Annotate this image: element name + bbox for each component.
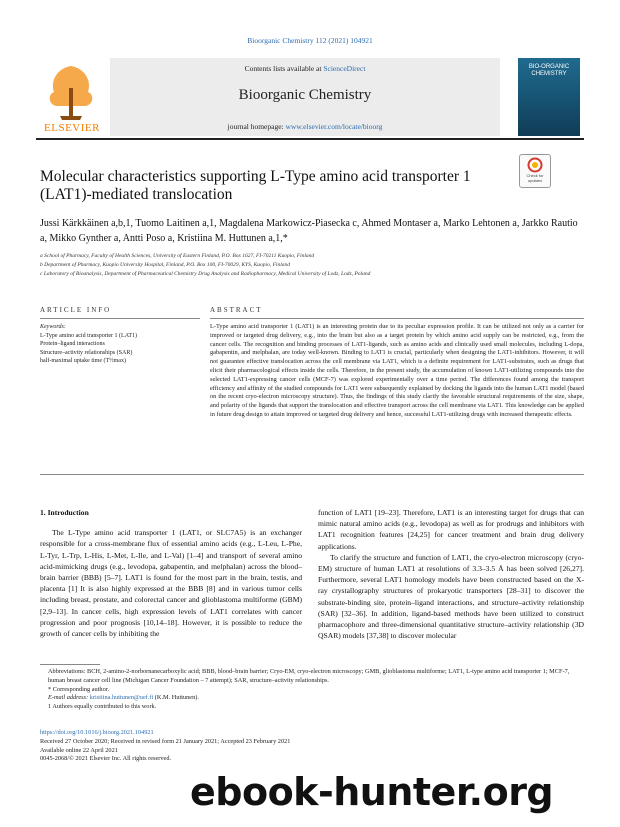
copyright-line: 0045-2068/© 2021 Elsevier Inc. All rights reserved. <box>40 755 172 763</box>
footnote-rule <box>40 664 100 665</box>
email-label: E-mail address: <box>48 694 90 702</box>
homepage-prefix: journal homepage: <box>227 122 286 131</box>
author-list: Jussi Kärkkäinen a,b,1, Tuomo Laitinen a,1, Magdalena Markowicz-Piasecka c, Ahmed Montaser a, Marko Lehtonen a, Jarkko Rautio a, Mikko Gynther a, Antti Poso a, Kristiina M. Huttunen a,1,* <box>40 218 578 244</box>
journal-reference[interactable]: Bioorganic Chemistry 112 (2021) 104921 <box>247 36 373 45</box>
homepage-link[interactable]: www.elsevier.com/locate/bioorg <box>285 122 383 131</box>
affiliations <box>40 252 580 279</box>
email-suffix: (K.M. Huttunen). <box>153 694 199 702</box>
body-paragraph: The L-Type amino acid transporter 1 (LAT1, or SLC7A5) is an exchanger responsible for a cross-membrane flux of essential amino acids (e.g., L-Leu, L-Phe, L-Tyr, L-Trp, L-His, L-Met, L-Ile, and L-Val) [1–4] and transport of several amino acid-mimicking drugs (e.g., levodopa, gabapentin, and melphalan) across the blood–brain barrier (BBB) [5–7]. LAT1 is found for the most part in the brain, testis, and placenta [1] It is also highly expressed at the BBB [8] and in various tumor cells including breast, prostate, and colorectal cancer and glioblastoma multiforme (GBM) [2,9–13]. In cancer cells, high expression levels of LAT1 correlates with cancer progression and poor prognosis [10,14–18]. However, it is possible to reduce the growth of cancer cells by inhibiting the <box>40 528 302 639</box>
body-left-column <box>40 507 302 639</box>
abbreviations-footnote: Abbreviations: BCH, 2-amino-2-norbornanecarboxylic acid; BBB, blood–brain barrier; Cryo-EM, cryo-electron microscopy; GMB, glioblastoma multiforme; LAT1, L-type amino acid transporter 1; MCF-7, human breast cancer cell line (Michigan Cancer Foundation – 7 attempt); SAR, structure–activity relationships. <box>48 668 570 684</box>
introduction-heading: 1. Introduction <box>40 508 89 517</box>
article-info-heading: ARTICLE INFO <box>40 306 112 314</box>
elsevier-wordmark: ELSEVIER <box>44 122 100 134</box>
doi-link[interactable]: https://doi.org/10.1016/j.bioorg.2021.104921 <box>40 729 154 736</box>
watermark-text: ebook-hunter.org <box>190 770 554 814</box>
email-line <box>40 694 584 703</box>
abstract-bottom-rule <box>40 474 584 475</box>
body-paragraph: To clarify the structure and function of LAT1, the cryo-electron microscopy (cryo-EM) structure of human LAT1 at resolutions of 3.3–3.5 Å has been solved [26,27]. Furthermore, several LAT1 homology models have been constructed based on the X-ray crystallography structures of prokaryotic transporters [28–31] to discover the substrate-binding site, protein–ligand interactions, and structure–activity relationship (SAR) [32–36]. In addition, ligand-based methods have been utilized to construct pharmacophore and three-dimensional quantitative structure–activity relationship (3D QSAR) models [37,38] to discover molecular <box>318 552 584 641</box>
article-info-rule <box>40 318 200 319</box>
footnotes <box>40 668 584 712</box>
abstract-heading: ABSTRACT <box>210 306 263 314</box>
keyword-item: Structure–activity relationships (SAR) <box>40 349 133 356</box>
affiliation-a: a School of Pharmacy, Faculty of Health Sciences, University of Eastern Finland, P.O. Box 1627, FI-70211 Kuopio, Finland <box>40 253 315 259</box>
header-rule <box>36 138 584 140</box>
contents-line <box>110 64 500 73</box>
corresponding-author-note: * Corresponding author. <box>48 685 110 693</box>
keywords-label: Keywords: <box>40 324 66 330</box>
contents-prefix: Contents lists available at <box>244 64 324 73</box>
journal-name: Bioorganic Chemistry <box>238 87 372 103</box>
body-paragraph: function of LAT1 [19–23]. Therefore, LAT1 is an interesting target for drugs that can mimic natural amino acids (e.g., levodopa) as well as for prodrugs and inhibitors with LAT1 recognition features [24,25] for cancer treatment and brain drug delivery applications. <box>318 508 584 551</box>
keyword-item: Protein–ligand interactions <box>40 341 105 347</box>
received-dates: Received 27 October 2020; Received in revised form 21 January 2021; Accepted 23 February 2021 <box>40 737 291 745</box>
keyword-item: L-Type amino acid transporter 1 (LAT1) <box>40 332 138 339</box>
body-right-column <box>318 507 584 641</box>
equal-contribution-note: 1 Authors equally contributed to this work. <box>48 703 157 711</box>
abstract-text: L-Type amino acid transporter 1 (LAT1) is an interesting protein due to its peculiar expression profile. It can be utilized not only as a carrier for improved or targeted drug delivery, e.g., into the brain but also as a target protein by which amino acid supply can be restricted, e.g., from the cancer cells. The recognition and binding processes of LAT1-ligands, such as amino acids and clinically used small molecules, including L-dopa, gabapentin, and melphalan, are today well-known. Binding to LAT1 is crucial, particularly when designing the LAT1-inhibitors. However, it will not guarantee effective translocation across the cell membrane via LAT1, which is a definite requirement for LAT1-substrates, such as drugs that elicit their pharmacological effects inside the cells. Therefore, in the present study, the accumulation of known LAT1-utilizing compounds into the selected LAT1-expressing cancer cells (MCF-7) was explored experimentally over a time period. The differences found among the transport efficiency and affinity of the studied compounds for LAT1 were subsequently explained by docking the ligands into the human LAT1 model (based on the recent cryo-electron microscopy structure). Thus, the findings of this study clarify the favorable structural requirements of the size, shape, and polarity of the ligands that support the translocation and effective transport across the cell membrane via LAT1. This knowledge can be applied in future drug design to attain improved or targeted drug delivery and hence, successful LAT1-utilizing drugs with increased therapeutic effects. <box>210 323 584 418</box>
check-for-updates-icon <box>520 155 550 173</box>
email-link[interactable]: kristiina.huttunen@uef.fi <box>89 694 154 702</box>
keywords-block <box>40 323 200 366</box>
article-title: Molecular characteristics supporting L-Type amino acid transporter 1 (LAT1)-mediated translocation <box>40 168 471 203</box>
journal-cover-title: BIO-ORGANIC CHEMISTRY <box>528 64 570 77</box>
sciencedirect-link[interactable]: ScienceDirect <box>323 64 366 73</box>
affiliation-c: c Laboratory of Bioanalysis, Department of Pharmaceutical Chemistry Drug Analysis and Radiopharmacy, Medical University of Lodz, Lodz, Poland <box>40 271 371 277</box>
check-for-updates-label: Check for updates <box>526 173 544 183</box>
abstract-rule <box>210 318 584 319</box>
article-frontmatter <box>40 729 584 764</box>
affiliation-b: b Department of Pharmacy, Kuopio University Hospital, Finland, P.O. Box 100, FI-70029, KYS, Kuopio, Finland <box>40 262 290 268</box>
available-online: Available online 22 April 2021 <box>40 746 118 754</box>
keyword-item: half-maximal uptake time (T½max) <box>40 358 126 364</box>
homepage-line <box>110 122 500 131</box>
